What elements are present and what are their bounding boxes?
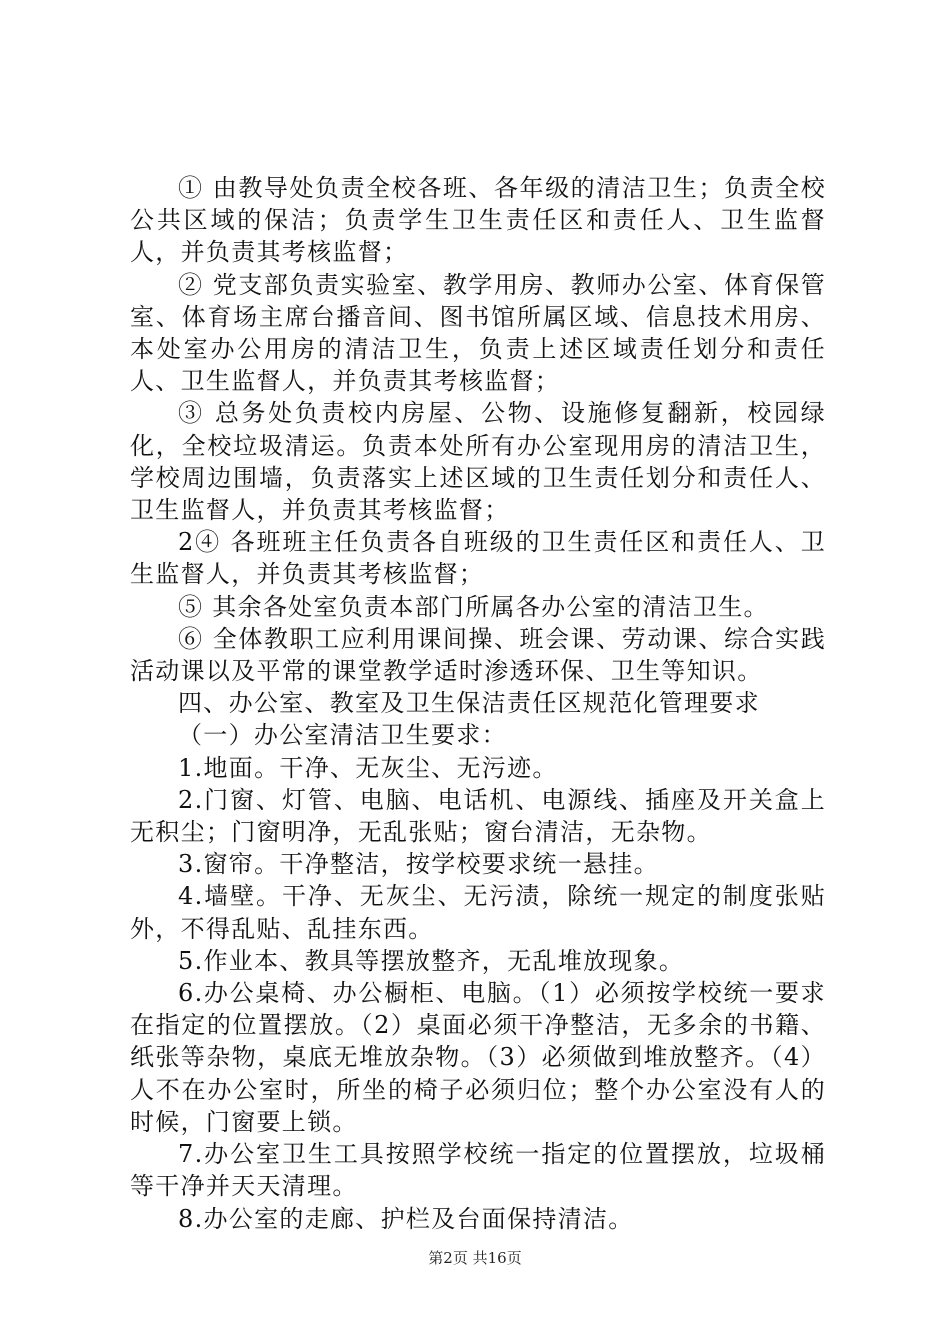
requirement-item-4: 4.墙壁。干净、无灰尘、无污渍，除统一规定的制度张贴外，不得乱贴、乱挂东西。 [130,882,826,943]
requirement-item-5: 5.作业本、教具等摆放整齐，无乱堆放现象。 [178,946,685,975]
requirement-item-3: 3.窗帘。干净整洁，按学校要求统一悬挂。 [178,850,659,879]
paragraph-6: ⑥ 全体教职工应利用课间操、班会课、劳动课、综合实践活动课以及平常的课堂教学适时渗透环保、卫生等知识。 [130,624,826,686]
requirement-item-2: 2.门窗、灯管、电脑、电话机、电源线、插座及开关盒上无积尘；门窗明净，无乱张贴；窗台清洁，无杂物。 [130,785,826,847]
paragraph-1: ① 由教导处负责全校各班、各年级的清洁卫生；负责全校公共区域的保洁；负责学生卫生责任区和责任人、卫生监督人，并负责其考核监督； [130,174,826,267]
page-number-footer: 第2页 共16页 [428,1249,522,1267]
paragraph-3: ③ 总务处负责校内房屋、公物、设施修复翻新，校园绿化，全校垃圾清运。负责本处所有办公室现用房的清洁卫生，学校周边围墙，负责落实上述区域的卫生责任划分和责任人、卫生监督人，并负责其考核监督； [130,399,826,525]
section-heading: 四、办公室、教室及卫生保洁责任区规范化管理要求 [178,689,760,718]
requirement-item-1: 1.地面。干净、无灰尘、无污迹。 [178,753,558,782]
paragraph-5: ⑤ 其余各处室负责本部门所属各办公室的清洁卫生。 [178,592,769,621]
paragraph-4: 2④ 各班班主任负责各自班级的卫生责任区和责任人、卫生监督人，并负责其考核监督； [130,528,826,589]
requirement-item-7: 7.办公室卫生工具按照学校统一指定的位置摆放，垃圾桶等干净并天天清理。 [130,1140,826,1201]
subsection-heading: （一）办公室清洁卫生要求： [178,721,507,750]
document-body [130,172,826,1235]
paragraph-2: ② 党支部负责实验室、教学用房、教师办公室、体育保管室、体育场主席台播音间、图书馆所属区域、信息技术用房、本处室办公用房的清洁卫生，负责上述区域责任划分和责任人、卫生监督人，并负责其考核监督； [130,270,826,396]
requirement-item-8: 8.办公室的走廊、护栏及台面保持清洁。 [178,1204,634,1233]
requirement-item-6: 6.办公桌椅、办公橱柜、电脑。（1）必须按学校统一要求在指定的位置摆放。（2）桌面必须干净整洁，无多余的书籍、纸张等杂物，桌底无堆放杂物。（3）必须做到堆放整齐。（4）人不在办公室时，所坐的椅子必须归位；整个办公室没有人的时候，门窗要上锁。 [130,979,826,1136]
